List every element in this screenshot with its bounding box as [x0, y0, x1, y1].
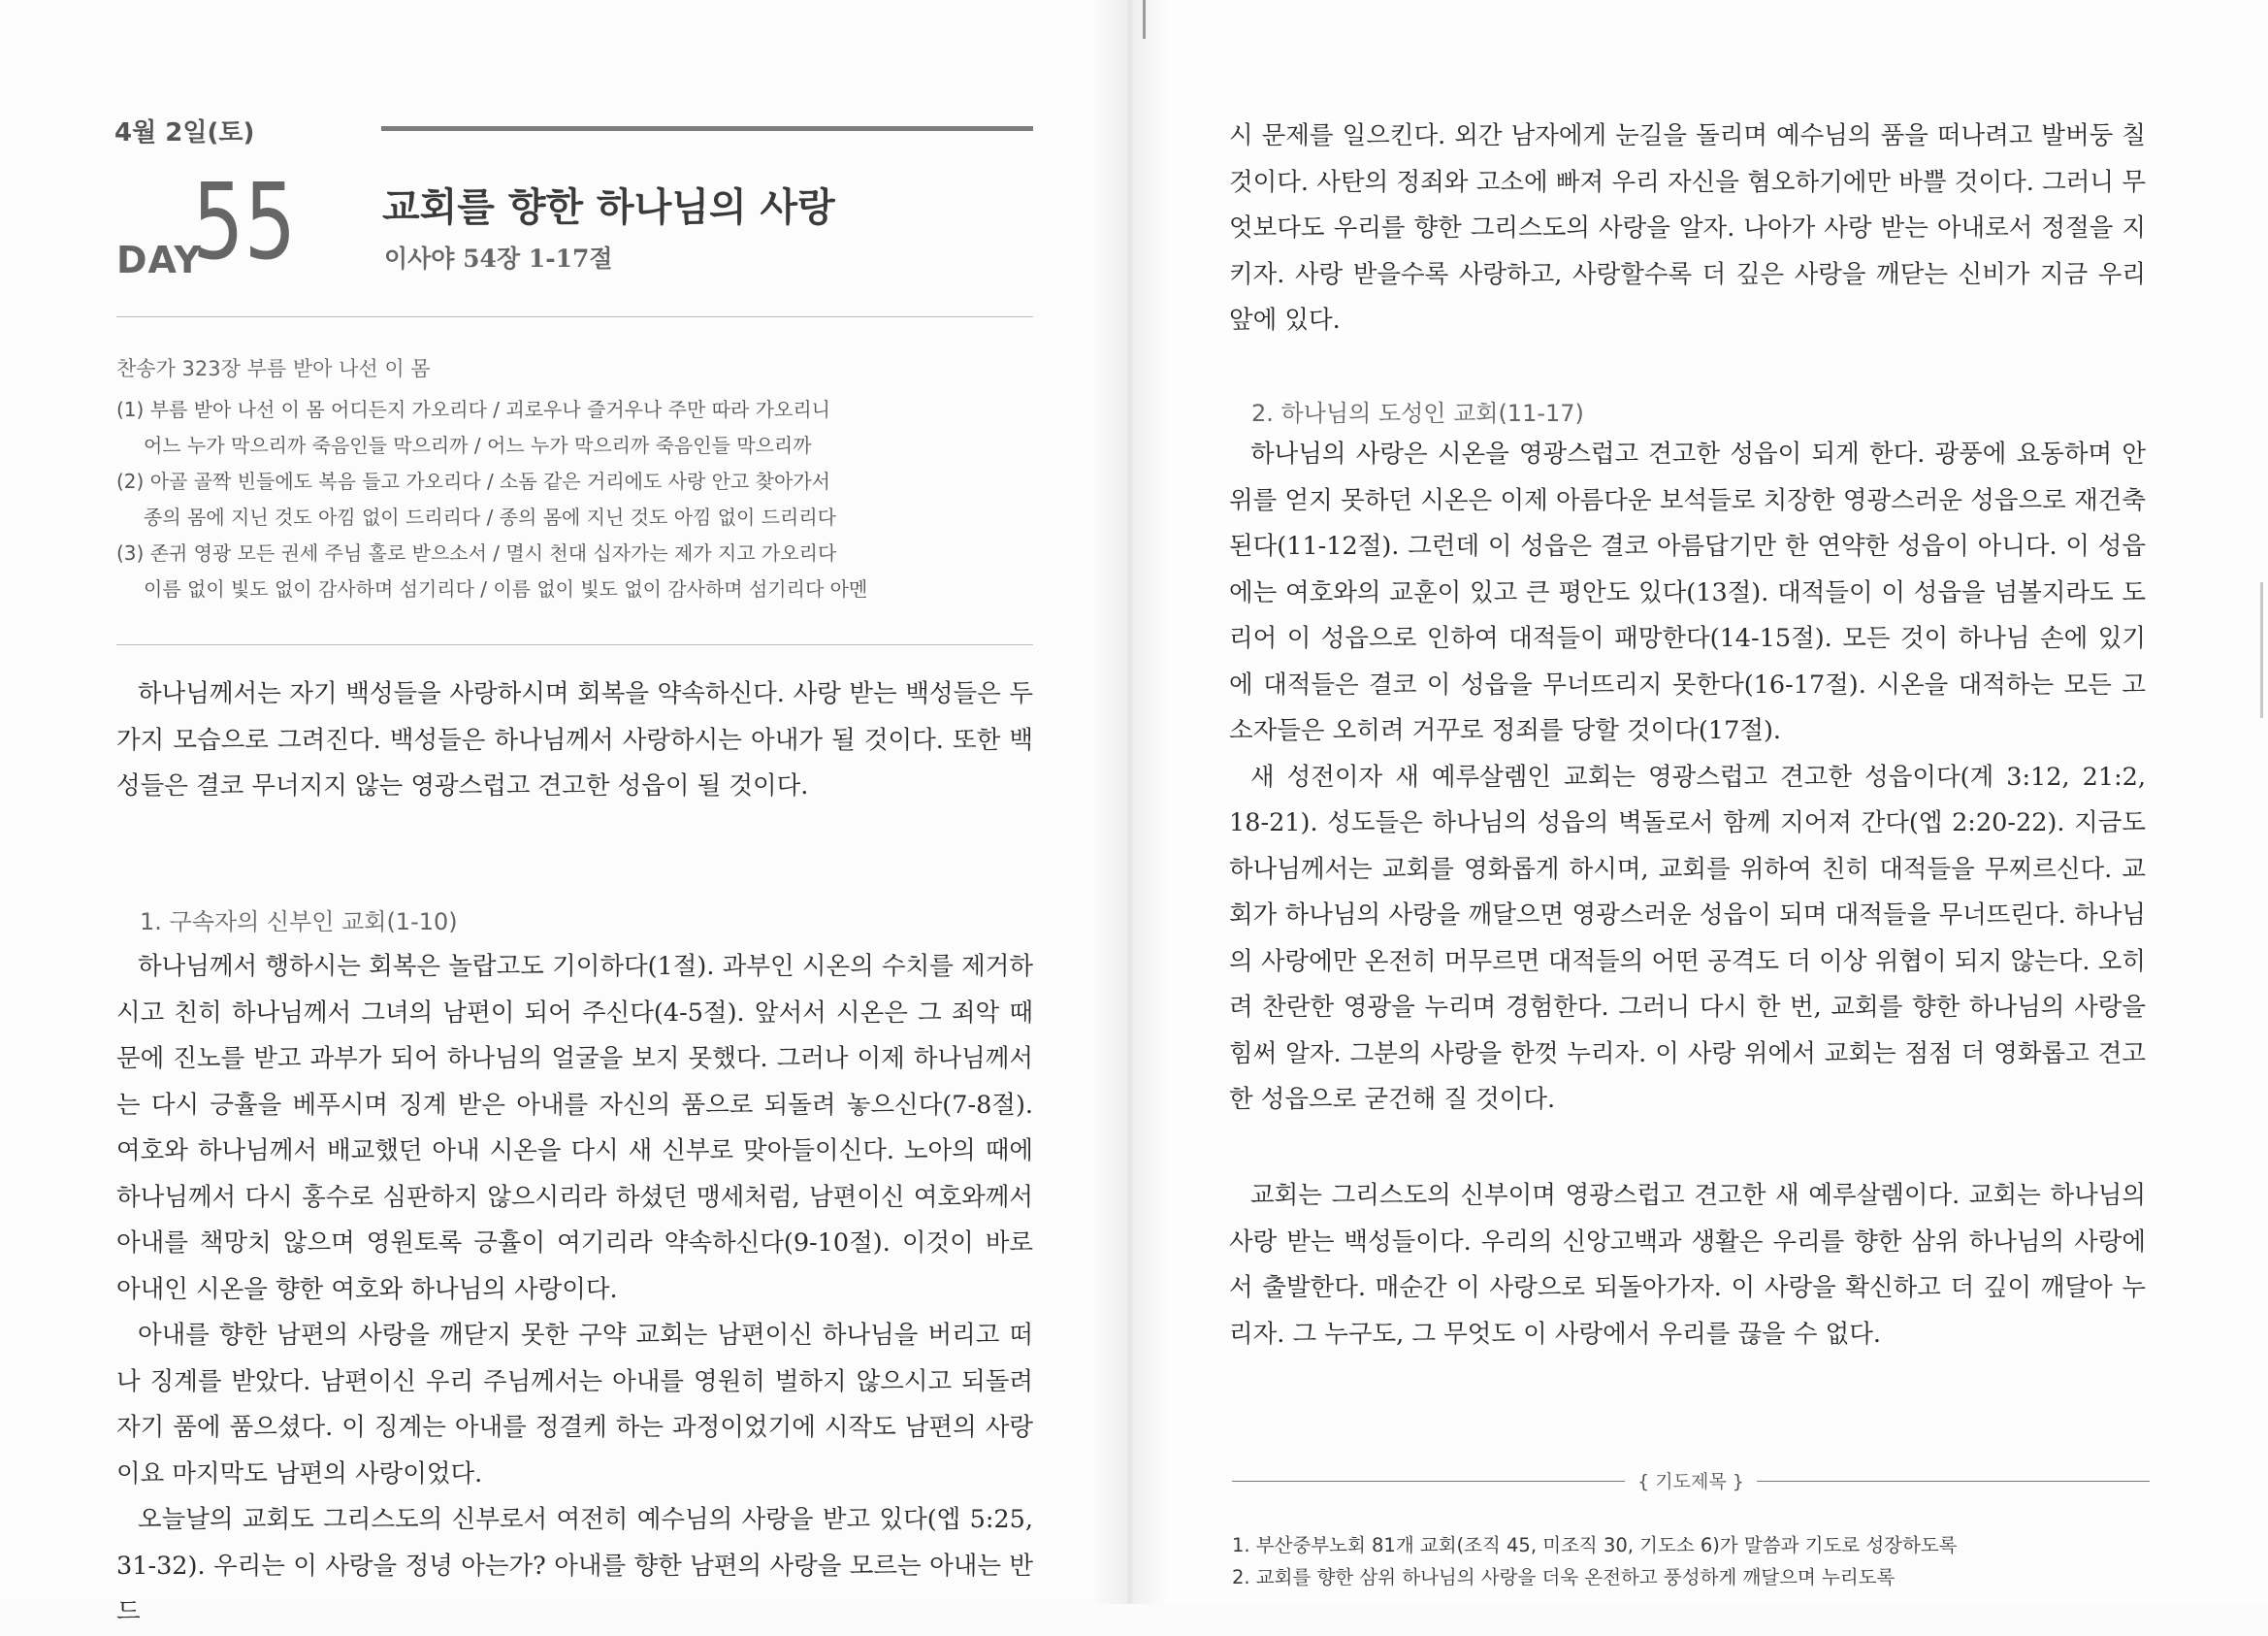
closing-paragraph: 교회는 그리스도의 신부이며 영광스럽고 견고한 새 예루살렘이다. 교회는 하나님의 사랑 받는 백성들이다. 우리의 신앙고백과 생활은 우리를 향한 삼위 하나님의 사랑에서 출발한다. 매순간 이 사랑으로 되돌아가자. 이 사랑을 확신하고 더 깊이 깨달아 누리자. 그 누구도, 그 무엇도 이 사랑에서 우리를 끊을 수 없다.: [1229, 1181, 2146, 1349]
hymn-line: 이름 없이 빛도 없이 감사하며 섬기리다 / 이름 없이 빛도 없이 감사하며 섬기리다 아멘: [144, 577, 868, 601]
prayer-header: [1232, 1467, 2150, 1496]
prayer-label: { 기도제목 }: [1637, 1471, 1744, 1492]
section-1-heading: 1. 구속자의 신부인 교회(1-10): [140, 908, 458, 935]
continuation-paragraph: 시 문제를 일으킨다. 외간 남자에게 눈길을 돌리며 예수님의 품을 떠나려고 발버둥 칠 것이다. 사탄의 정죄와 고소에 빠져 우리 자신을 혐오하기에만 바쁠 것이다. 그러니 무엇보다도 우리를 향한 그리스도의 사랑을 알자. 나아가 사랑 받는 아내로서 정절을 지키자. 사랑 받을수록 사랑하고, 사랑할수록 더 깊은 사랑을 깨닫는 신비가 지금 우리 앞에 있다.: [1229, 121, 2146, 335]
prayer-list: [1232, 1529, 2150, 1593]
header-divider: [116, 316, 1033, 317]
hymn-line: (3) 존귀 영광 모든 권세 주님 홀로 받으소서 / 멸시 천대 십자가는 제가 지고 가오리다: [116, 541, 837, 565]
hymn-divider: [116, 644, 1033, 645]
day-word: DAY: [116, 239, 202, 281]
book-gutter: [1091, 0, 1169, 1604]
prayer-item: 2. 교회를 향한 삼위 하나님의 사랑을 더욱 온전하고 풍성하게 깨달으며 누리도록: [1232, 1566, 1895, 1588]
body-paragraph: 새 성전이자 새 예루살렘인 교회는 영광스럽고 견고한 성읍이다(계 3:12, 21:2, 18-21). 성도들은 하나님의 성읍의 벽돌로서 함께 지어져 간다(엡 2:20-22). 지금도 하나님께서는 교회를 영화롭게 하시며, 교회를 위하여 친히 대적들을 무찌르신다. 교회가 하나님의 사랑을 깨달으면 영광스러운 성읍이 되며 대적들을 무너뜨린다. 하나님의 사랑에만 온전히 머무르면 대적들의 어떤 공격도 더 이상 위협이 되지 않는다. 오히려 찬란한 영광을 누리며 경험한다. 그러니 다시 한 번, 교회를 향한 하나님의 사랑을 힘써 알자. 그분의 사랑을 한껏 누리자. 이 사랑 위에서 교회는 점점 더 영화롭고 견고한 성읍으로 굳건해 질 것이다.: [1229, 762, 2146, 1114]
hymn-line: (1) 부름 받아 나선 이 몸 어디든지 가오리다 / 괴로우나 즐거우나 주만 따라 가오리니: [116, 398, 830, 421]
prayer-item: 1. 부산중부노회 81개 교회(조직 45, 미조직 30, 기도소 6)가 말씀과 기도로 성장하도록: [1232, 1534, 1958, 1556]
header-rule: [381, 126, 1033, 131]
page-edge-mark: [2260, 582, 2263, 718]
hymn-line: (2) 아골 골짝 빈들에도 복음 들고 가오리다 / 소돔 같은 거리에도 사랑 안고 찾아가서: [116, 470, 830, 493]
hymn-line: 종의 몸에 지닌 것도 아낌 없이 드리리다 / 종의 몸에 지닌 것도 아낌 없이 드리리다: [144, 506, 836, 529]
hymn-title: 찬송가 323장 부름 받아 나선 이 몸: [116, 357, 431, 380]
intro-paragraph: 하나님께서는 자기 백성들을 사랑하시며 회복을 약속하신다. 사랑 받는 백성들은 두 가지 모습으로 그려진다. 백성들은 하나님께서 사랑하시는 아내가 될 것이다. 또한 백성들은 결코 무너지지 않는 영광스럽고 견고한 성읍이 될 것이다.: [116, 679, 1033, 801]
page-title: 교회를 향한 하나님의 사랑: [382, 184, 835, 230]
ribbon-marker: [1143, 0, 1146, 39]
body-paragraph: 하나님께서 행하시는 회복은 놀랍고도 기이하다(1절). 과부인 시온의 수치를 제거하시고 친히 하나님께서 그녀의 남편이 되어 주신다(4-5절). 앞서서 시온은 그 죄악 때문에 진노를 받고 과부가 되어 하나님의 얼굴을 보지 못했다. 그러나 이제 하나님께서는 다시 긍휼을 베푸시며 징계 받은 아내를 자신의 품으로 되돌려 놓으신다(7-8절). 여호와 하나님께서 배교했던 아내 시온을 다시 새 신부로 맞아들이신다. 노아의 때에 하나님께서 다시 홍수로 심판하지 않으시리라 하셨던 맹세처럼, 남편이신 여호와께서 아내를 책망치 않으며 영원토록 긍휼이 여기리라 약속하신다(9-10절). 이것이 바로 아내인 시온을 향한 여호와 하나님의 사랑이다.: [116, 952, 1033, 1304]
scripture-reference: 이사야 54장 1-17절: [384, 245, 613, 273]
section-2-heading: 2. 하나님의 도성인 교회(11-17): [1251, 400, 1584, 427]
prayer-rule-right: [1757, 1481, 2150, 1482]
hymn-lyrics: [116, 392, 1033, 607]
body-paragraph: 아내를 향한 남편의 사랑을 깨닫지 못한 구약 교회는 남편이신 하나님을 버리고 떠나 징계를 받았다. 남편이신 우리 주님께서는 아내를 영원히 벌하지 않으시고 되돌려 자기 품에 품으셨다. 이 징계는 아내를 정결케 하는 과정이었기에 시작도 남편의 사랑이요 마지막도 남편의 사랑이었다.: [116, 1321, 1033, 1489]
section-1-body: [116, 944, 1033, 1636]
body-paragraph: 오늘날의 교회도 그리스도의 신부로서 여전히 예수님의 사랑을 받고 있다(엡 5:25, 31-32). 우리는 이 사랑을 정녕 아는가? 아내를 향한 남편의 사랑을 모르는 아내는 반드: [116, 1505, 1033, 1626]
section-2-body: [1229, 432, 2146, 1124]
date-label: 4월 2일(토): [114, 118, 255, 147]
day-number: 55: [192, 162, 297, 283]
body-paragraph: 하나님의 사랑은 시온을 영광스럽고 견고한 성읍이 되게 한다. 광풍에 요동하며 안위를 얻지 못하던 시온은 이제 아름다운 보석들로 치장한 영광스러운 성읍으로 재건축된다(11-12절). 그런데 이 성읍은 결코 아름답기만 한 연약한 성읍이 아니다. 이 성읍에는 여호와의 교훈이 있고 큰 평안도 있다(13절). 대적들이 이 성읍을 넘볼지라도 도리어 이 성읍으로 인하여 대적들이 패망한다(14-15절). 모든 것이 하나님 손에 있기에 대적들은 결코 이 성읍을 무너뜨리지 못한다(16-17절). 시온을 대적하는 모든 고소자들은 오히려 거꾸로 정죄를 당할 것이다(17절).: [1229, 440, 2146, 745]
hymn-line: 어느 누가 막으리까 죽음인들 막으리까 / 어느 누가 막으리까 죽음인들 막으리까: [144, 434, 812, 457]
